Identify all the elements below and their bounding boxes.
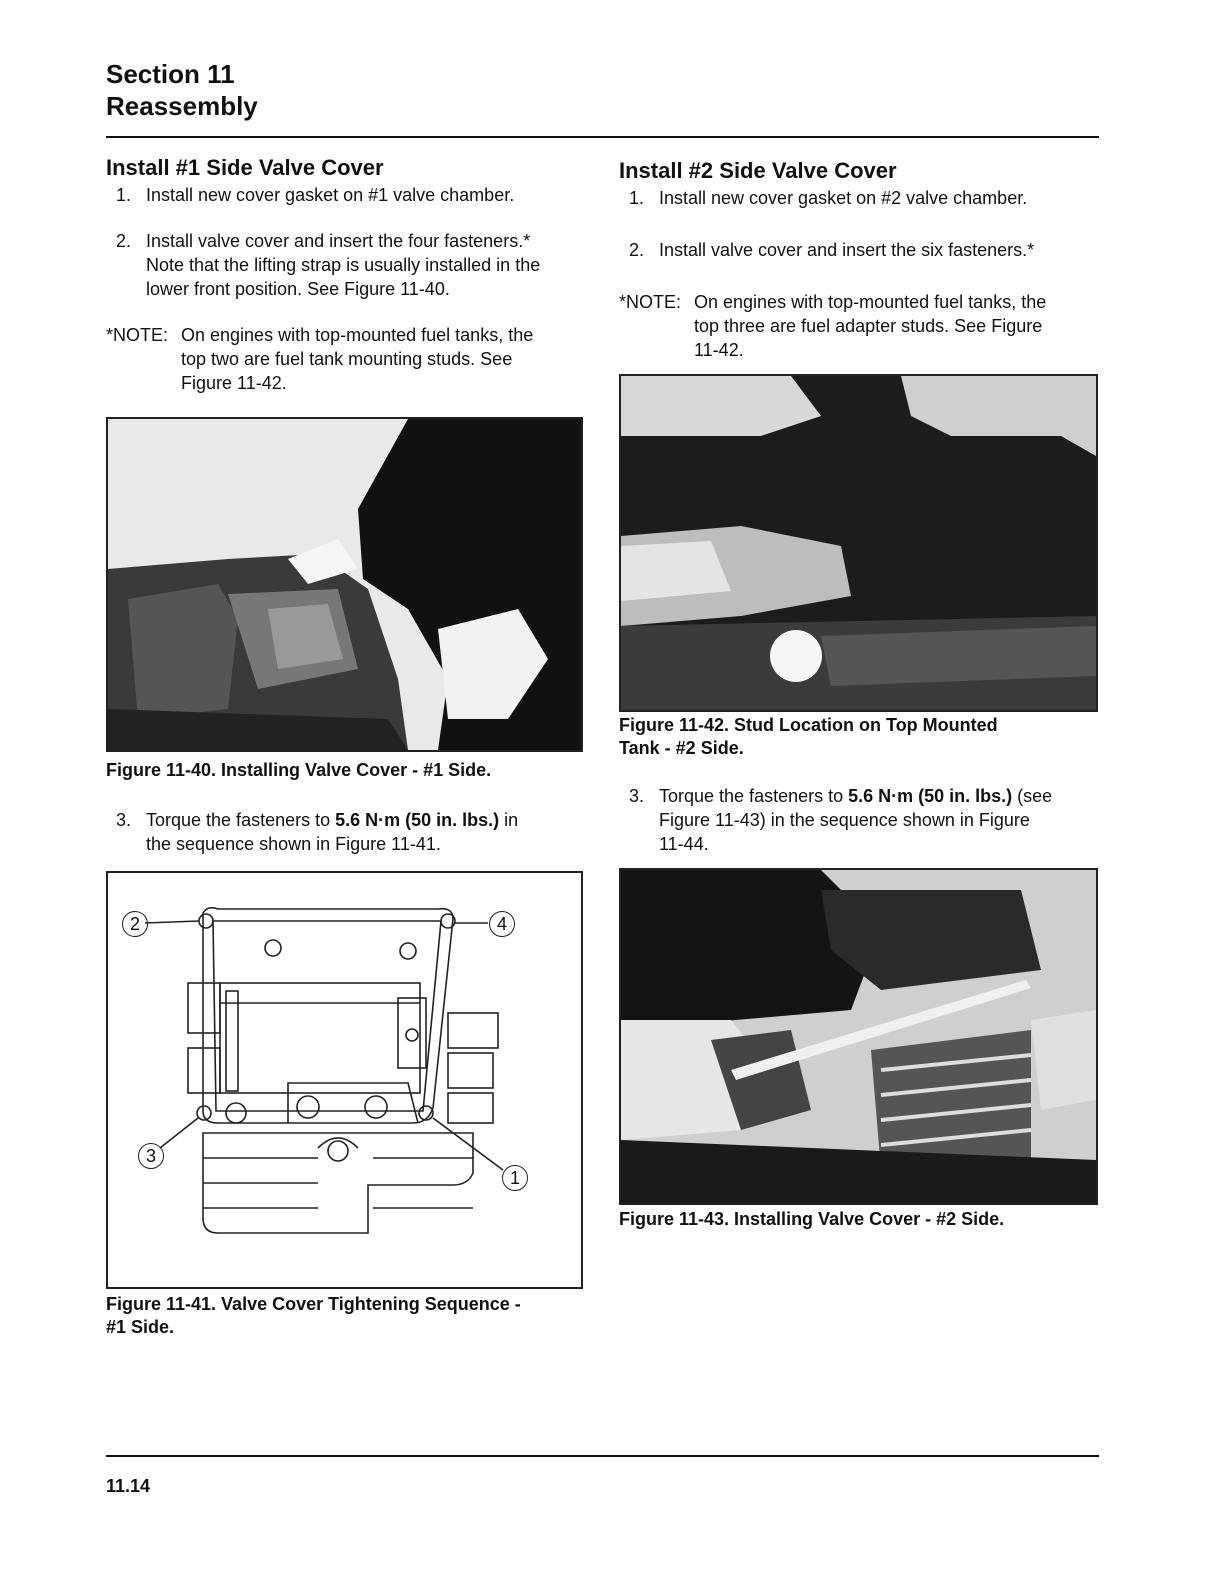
figure-11-40-photo — [106, 417, 583, 752]
callout-3: 3 — [138, 1143, 164, 1169]
left-step-1: 1. Install new cover gasket on #1 valve chamber. — [116, 185, 515, 205]
right-column — [619, 158, 1099, 362]
left-heading: Install #1 Side Valve Cover — [106, 155, 384, 180]
figure-11-41-caption: Figure 11-41. Valve Cover Tightening Sequence - #1 Side. — [106, 1294, 521, 1337]
callout-2: 2 — [122, 911, 148, 937]
right-step-3-block — [619, 784, 1099, 856]
left-column — [106, 155, 586, 395]
right-step-1: 1. Install new cover gasket on #2 valve chamber. — [629, 188, 1028, 208]
left-step-2: 2. Install valve cover and insert the four fasteners.* Note that the lifting strap is usually installed in the lower front position. See Figure 11-40. — [116, 231, 541, 299]
figure-11-41-diagram — [106, 871, 583, 1289]
callout-1: 1 — [502, 1165, 528, 1191]
figure-11-42-caption: Figure 11-42. Stud Location on Top Mounted Tank - #2 Side. — [619, 715, 998, 758]
page-number: 11.14 — [106, 1476, 151, 1496]
section-number: Section 11 — [106, 59, 235, 89]
callout-4: 4 — [489, 911, 515, 937]
right-step-3: 3. Torque the fasteners to 5.6 N·m (50 in. lbs.) (see Figure 11-43) in the sequence shown in Figure 11-44. — [629, 786, 1053, 854]
right-step-2: 2. Install valve cover and insert the six fasteners.* — [629, 240, 1035, 260]
figure-11-43-photo — [619, 868, 1098, 1205]
header-rule — [106, 136, 1099, 138]
section-heading — [106, 58, 258, 122]
page-title: Reassembly — [106, 91, 258, 121]
right-heading: Install #2 Side Valve Cover — [619, 158, 897, 183]
footer-rule — [106, 1455, 1099, 1457]
right-note: *NOTE: On engines with top-mounted fuel tanks, the top three are fuel adapter studs. See Figure 11-42. — [619, 292, 1047, 360]
left-step-3: 3. Torque the fasteners to 5.6 N·m (50 in. lbs.) in the sequence shown in Figure 11-41. — [116, 810, 519, 854]
figure-11-43-caption: Figure 11-43. Installing Valve Cover - #2 Side. — [619, 1209, 1005, 1229]
left-note: *NOTE: On engines with top-mounted fuel tanks, the top two are fuel tank mounting studs. See Figure 11-42. — [106, 325, 534, 393]
figure-11-42-photo — [619, 374, 1098, 712]
figure-11-40-caption: Figure 11-40. Installing Valve Cover - #1 Side. — [106, 760, 492, 780]
left-step-3-block — [106, 808, 586, 856]
